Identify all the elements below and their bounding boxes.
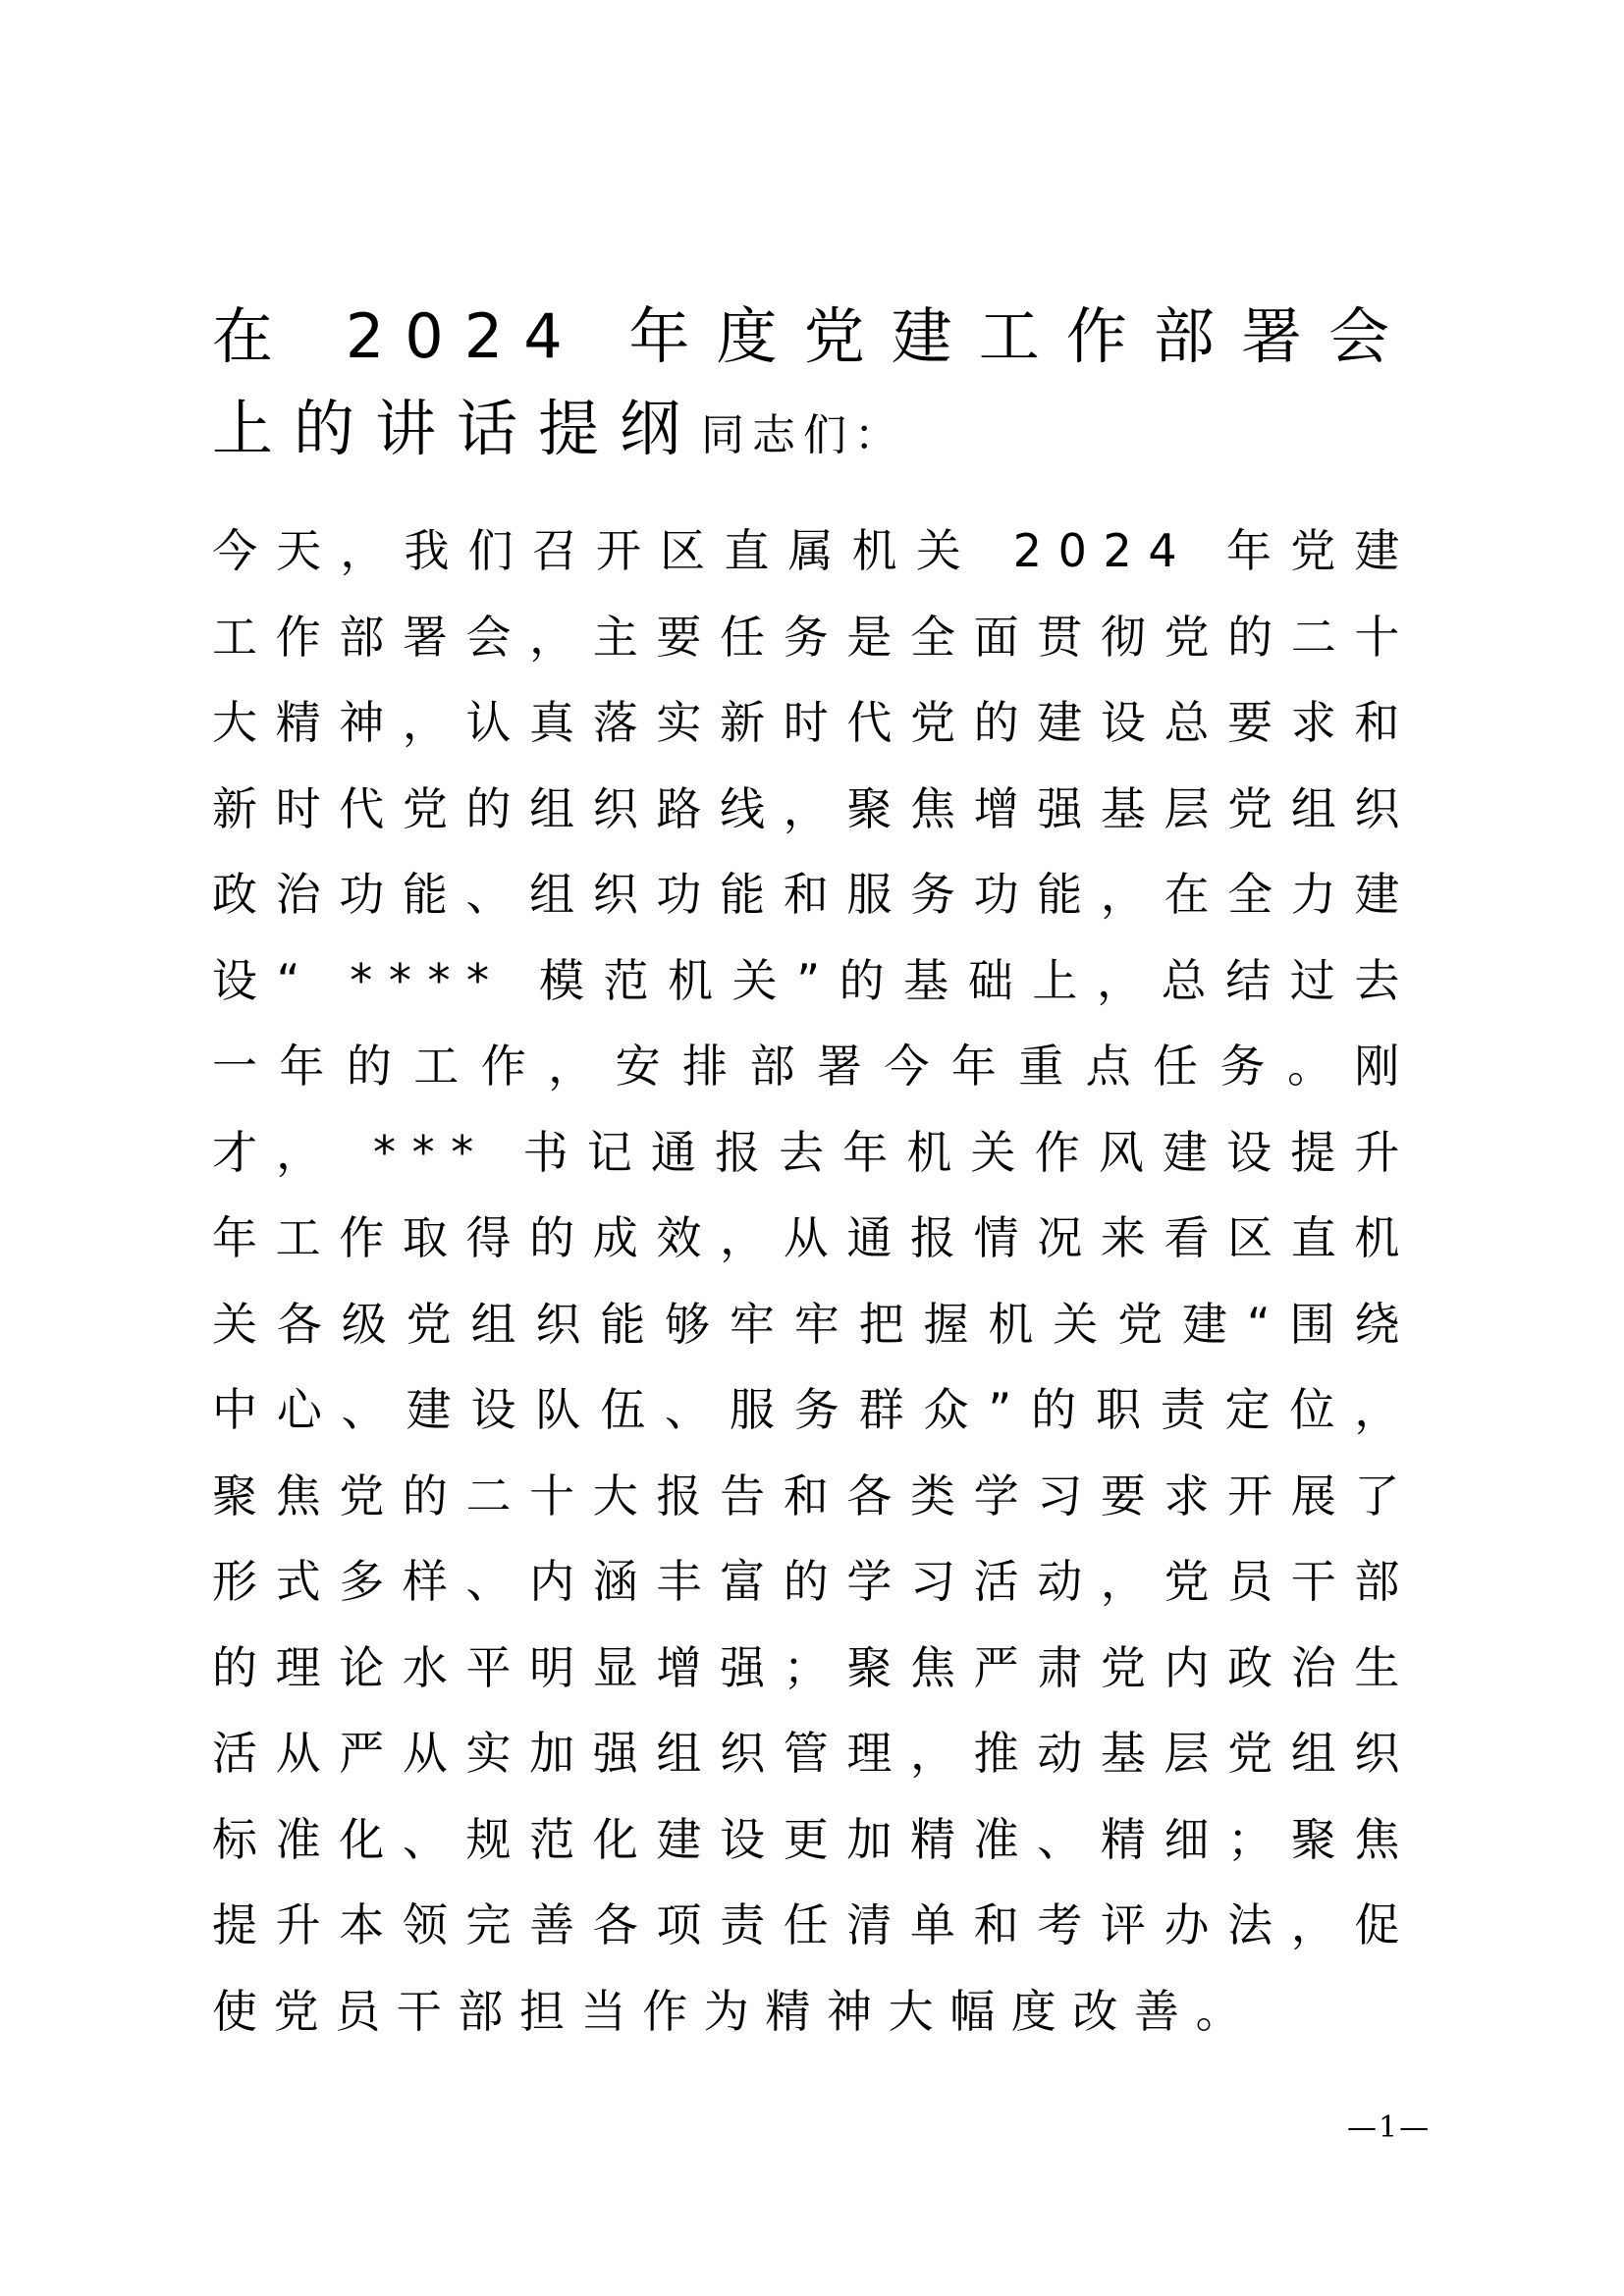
body-paragraph: 今天，我们召开区直属机关 2024 年党建工作部署会，主要任务是全面贯彻党的二十大精神，认真落实新时代党的建设总要求和新时代党的组织路线，聚焦增强基层党组织政治功能、组织功能和服务功能，在全力建设“ **** 模范机关”的基础上，总结过去一年的工作，安排部署今年重点任务。刚才， *** 书记通报去年机关作风建设提升年工作取得的成效，从通报情况来看区直机关各级党组织能够牢牢把握机关党建“围绕中心、建设队伍、服务群众”的职责定位，聚焦党的二十大报告和各类学习要求开展了形式多样、内涵丰富的学习活动，党员干部的理论水平明显增强；聚焦严肃党内政治生活从严从实加强组织管理，推动基层党组织标准化、规范化建设更加精准、精细；聚焦提升本领完善各项责任清单和考评办法，促使党员干部担当作为精神大幅度改善。 (212, 524, 1416, 2038)
salutation: 同志们： (701, 410, 906, 460)
page-number: —1— (1347, 2110, 1432, 2145)
title-text: 在 2024 年度党建工作部署会上的讲话提纲 (212, 300, 1410, 464)
document-title (212, 291, 1410, 482)
